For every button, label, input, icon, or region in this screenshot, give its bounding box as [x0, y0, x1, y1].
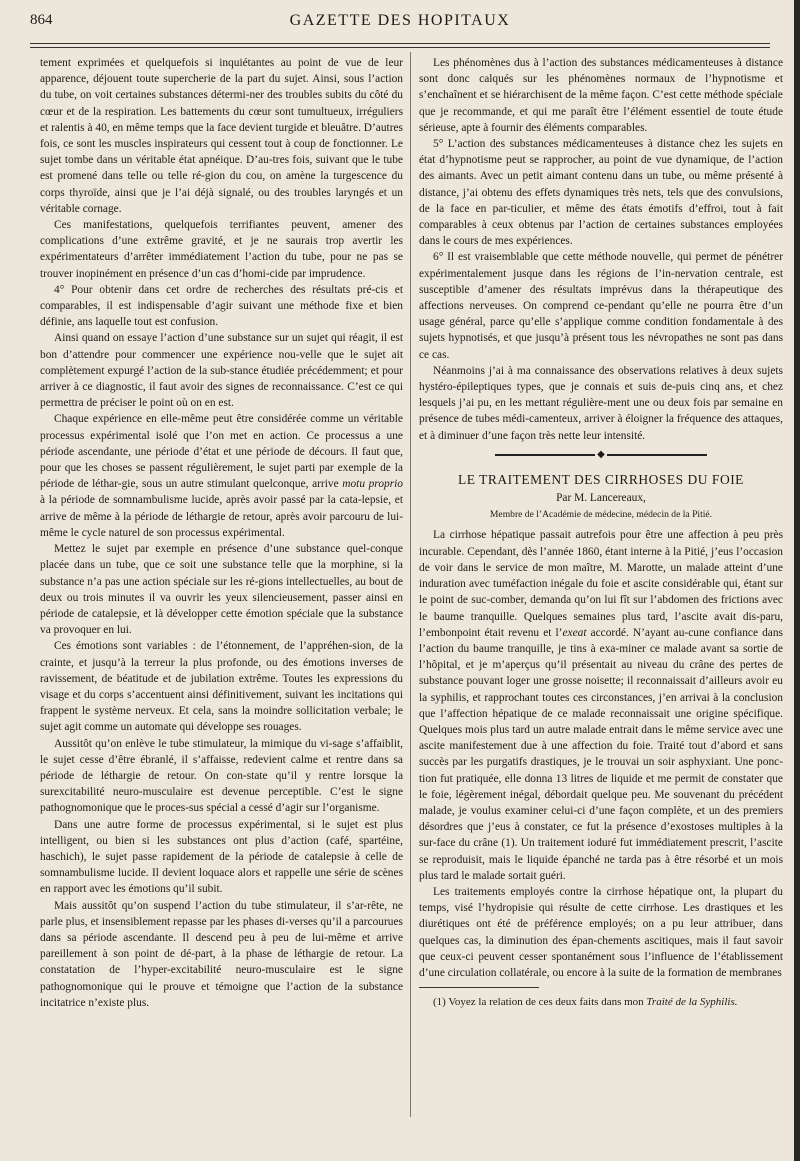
footnote [419, 994, 783, 1010]
paragraph: Néanmoins j’ai à ma connaissance des observations relatives à deux sujets hystéro-épileptiques types, que je connais et suis de-puis cinq ans, et chez lesquels j’ai pu, en les mettant régulière-ment une ou deux fois par semaine en présence de tubes médi-camenteux, arriver à éloigner la fréquence des attaques, et à diminuer d’une façon très nette leur intensité. [419, 364, 783, 442]
running-title: GAZETTE DES HOPITAUX [289, 12, 511, 29]
paragraph-text: Chaque expérience en elle-même peut être considérée comme un véritable processus expérimental isolé que l’on met en action. Ce processus a une période ascendante, une période d’état et une période de décours. Il faut que, pour que les choses se passent régulièrement, le sujet parti par exemple de la période de léthar-gie, sous un autre stimulant quelconque, arrive [40, 413, 403, 491]
section-ornament [419, 444, 783, 466]
paragraph: Les traitements employés contre la cirrhose hépatique ont, la plupart du temps, visé l’hydropisie qui résulte de cette cirrhose. Les drastiques et les diurétiques ont été de préférence employés; on a pu leur attribuer, dans quelques cas, la diminution des épan-chements ascitiques, mais il faut savoir que ceux-ci peuvent cesser spontanément sous l’influence de l’établissement d’une circulation collatérale, ou encore à la suite de la formation de membranes [419, 885, 783, 979]
ornament-diamond-icon: ◆ [597, 448, 605, 460]
italic-phrase: motu proprio [342, 478, 403, 491]
paragraph [419, 527, 783, 883]
paragraph: 5° L’action des substances médicamenteuses à distance chez les sujets en état d’hypnotisme peut se rapprocher, au point de vue dynamique, de l’action des aimants. Avec un petit aimant contenu dans un tube, ou même présenté à distance, j’ai obtenu des effets dynamiques très nets, tels que des convulsions, de la face en par-ticulier, et même des états émotifs d’effroi, tout à fait comparables à ceux obtenus par l’action de certaines substances employées dans le cours de mes expériences. [419, 138, 783, 248]
paragraph: Mais aussitôt qu’on suspend l’action du tube stimulateur, il s’ar-rête, ne parle plus, et insensiblement repasse par les phases di-verses qu’il a parcourues dans sa période ascendante. Il descend peu à peu de lui-même et arrive pareillement à son point de dé-part, à la phase de léthargie de retour. La constatation de l’hyper-excitabilité neuro-musculaire est le signe pathognomonique qui le prouve et témoigne que l’action de la substance incitatrice n’existe plus. [40, 899, 403, 1009]
header-rule-top [30, 43, 770, 44]
paragraph: Ainsi quand on essaye l’action d’une substance sur un sujet qui réagit, il est bon d’attendre pour commencer une expérience nou-velle que le sujet ait complètement expurgé l’action de la sub-stance étudiée précédemment; et pour arriver à ce diagnostic, il faut avoir des signes de reconnaissance. C’est ce qui permettra de préciser le point où on en est. [40, 332, 403, 410]
paragraph-text: accordé. N’ayant au-cune confiance dans l’action du baume tranquille, je tins à exa-miner ce malade avant sa sortie de l’hôpital, et je m’aperçus qu’il présentait au niveau du crâne des pertes de substance pouvant loger une grosse noisette; il reconnaissait d’ailleurs avoir eu la syphilis, et rapprochant toutes ces circonstances, j’en arrivai à la conclusion que l’affection hépatique de ce malade reconnaissait une origine spécifique. Quelques mois plus tard un autre malade entrait dans le même service avec une ascite manifestement due à une affection du foie. Traité tout d’abord et sans succès par les purgatifs drastiques, je le trouvai un soir asphyxiant. Une ponc-tion fut pratiquée, elle donna 13 litres de liquide et me permit de constater que le foie, légèrement inégal, débordait quelque peu. Me souvenant du précédent malade, je voulus examiner celui-ci d’une façon complète, et un des premiers désordres que j’eus à constater, ce fut la présence d’exostoses multiples à la sur-face du crâne (1). Un traitement ioduré fut immédiatement prescrit, l’ascite se reproduisit, mais le liquide épanché ne tarda pas à être résorbé et un mois plus tard le malade sortait guéri. [419, 626, 783, 882]
article-author: Par M. Lancereaux, [556, 492, 646, 505]
italic-word: exeat [562, 626, 587, 639]
paragraph: 4° Pour obtenir dans cet ordre de recherches des résultats pré-cis et comparables, il est indispensable d’agir suivant une méthode fixe et bien définie, ans laquelle tout est confusion. [40, 283, 403, 329]
paragraph-text: à la période de somnambulisme lucide, après avoir passé par la cata-lepsie, et arrive de même à la période de léthargie de retour, après avoir parcouru de lui-même le cycle naturel de son processus expérimental. [40, 494, 403, 539]
ornament-line [607, 454, 707, 456]
left-column [40, 55, 403, 1011]
paragraph: Les phénomènes dus à l’action des substances médicamenteuses à distance sont donc calqués sur les phénomènes normaux de l’hypnotisme et s’enchaînent et se hiérarchisent de la même façon. C’est cette méthode spéciale que je recommande, et qui me paraît être l’élément essentiel de toute étude sérieuse, apte à fournir des éléments comparables. [419, 57, 783, 134]
paragraph-text: La cirrhose hépatique passait autrefois pour être une affection à peu près incurable. Cependant, dès l’année 1860, étant interne à la Pitié, j’eus l’occasion de voir dans le service de mon maître, M. Marotte, un malade atteint d’une induration avec tuméfaction inégale du foie et ascite considérable qui, étant sur le point de suc-comber, demanda qu’on lui fît sur l’abdomen des frictions avec le baume tranquille. Quelques semaines plus tard, l’ascite avait dis-paru, l’embonpoint était revenu et l’ [419, 529, 783, 639]
right-column [419, 55, 783, 1010]
paragraph: tement exprimées et quelquefois si inquiétantes au point de vue de leur apparence, déjouent toute supercherie de la part du sujet. Ainsi, sous l’action du tube, on voit certaines substances détermi-ner des troubles subits du côté du cœur et de la respiration. Les battements du cœur sont tumultueux, irréguliers et ralentis à 40, en même temps que la face devient turgide et bleuâtre. D’autres fois, ce sont les muscles inspirateurs qui cessent tout à coup de fonctionner. Le sujet tombe dans un véritable état apnéique. D’au-tres fois, suivant que le tube est promené dans telle ou telle ré-gion du cou, on amène la turgescence du corps thyroïde, ainsi que je l’ai déjà signalé, ou des troubles laryngés et un véritable cornage. [40, 57, 403, 215]
column-divider [410, 52, 411, 1117]
paragraph: Dans une autre forme de processus expérimental, si le sujet est plus intelligent, ou bien si les substances ont plus d’action (café, spartéine, haschich), le sujet passe rapidement de la période de catalepsie à celle de somnambulisme lucide. Il devient loquace alors et rappelle une série de scènes en rapport avec les émotions qu’il subit. [40, 818, 403, 896]
header-rule-bottom [30, 47, 770, 48]
article-affiliation: Membre de l’Académie de médecine, médecin de la Pitié. [489, 509, 713, 521]
paragraph: Ces émotions sont variables : de l’étonnement, de l’appréhen-sion, de la crainte, et jusqu’à la terreur la plus profonde, ou des émotions inverses de ravissement, de béatitude et de jubilation extrême. Toutes les expressions du visage et du corps s’accentuent ainsi définitivement, suivant les incitations qui frappent le système nerveux. Et cela, sans la moindre sollicitation verbale; le sujet agit comme un automate qui développe ses rouages. [40, 640, 403, 734]
paragraph: Aussitôt qu’on enlève le tube stimulateur, la mimique du vi-sage s’affaiblit, le sujet cesse d’être ébranlé, il s’affaisse, redevient calme et rentre dans sa période de léthargie de retour. On con-state qu’il y rentre lorsque la surexcitabilité neuro-musculaire est devenue perceptible. C’est le signe pathognomonique que le proces-sus spécial a cessé d’agir sur l’organisme. [40, 737, 403, 815]
page-number: 864 [30, 12, 53, 28]
footnote-text: (1) Voyez la relation de ces deux faits dans mon [433, 996, 647, 1009]
paragraph [40, 411, 403, 541]
footnote-rule [419, 987, 539, 988]
page-header [30, 10, 770, 40]
paragraph: Mettez le sujet par exemple en présence d’une substance quel-conque placée dans un tube, que ce soit une substance telle que la morphine, si la substance n’a pas une action spéciale sur les ré-gions intellectuelles, au bout de deux ou trois minutes il va ouvrir les yeux silencieusement, passer ainsi en période de catalepsie, et là développer cette émotion spéciale que la substance va provoquer en lui. [40, 543, 403, 637]
article-title: LE TRAITEMENT DES CIRRHOSES DU FOIE [458, 471, 744, 487]
footnote-italic-title: Traité de la Syphilis. [646, 996, 738, 1009]
paragraph: Ces manifestations, quelquefois terrifiantes peuvent, amener des complications d’une extrême gravité, et je ne saurais trop avertir les expérimentateurs d’arrêter immédiatement l’action du tube, pour ne pas se trouver inopinément en présence d’un cas d’homi-cide par imprudence. [40, 219, 403, 280]
paragraph: 6° Il est vraisemblable que cette méthode nouvelle, qui permet de pénétrer expérimentalement jusque dans les régions de l’in-nervation centrale, est susceptible d’amener des résultats imprévus dans la thérapeutique des affections nerveuses. On comprend ce-pendant qu’elle ne pourra être d’un usage général, parce qu’elle s’applique comme condition fondamentale à des sujets hypnotisés, et que jusqu’à présent tous les névropathes ne sont pas dans ce cas. [419, 251, 783, 361]
ornament-line [495, 454, 595, 456]
